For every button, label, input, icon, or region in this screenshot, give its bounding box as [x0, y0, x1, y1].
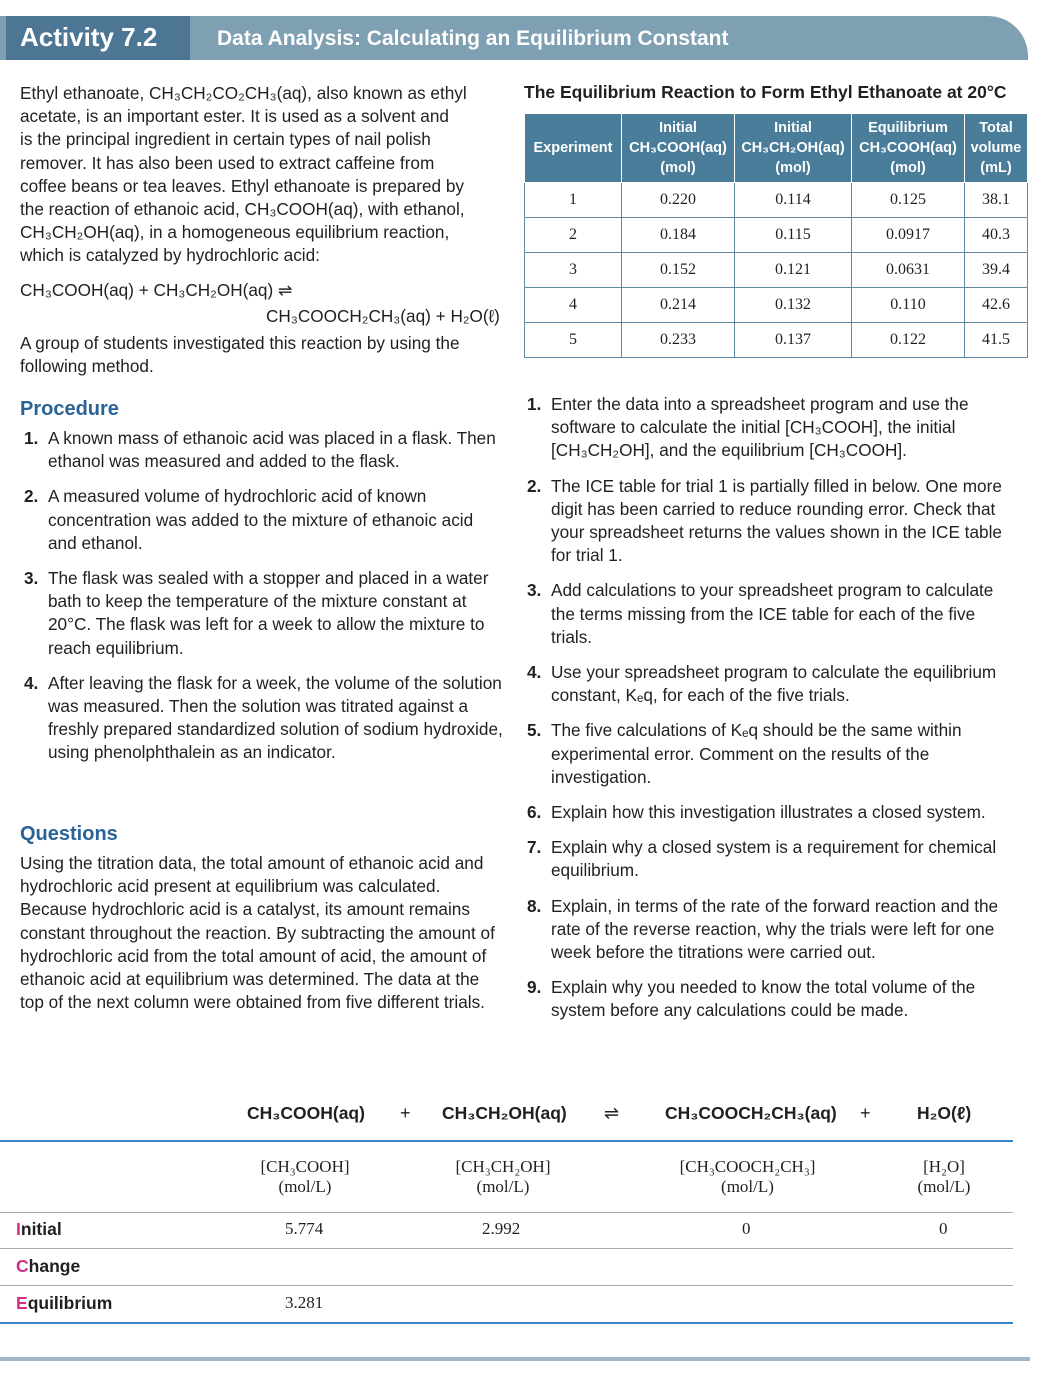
- ice-initial-acid: 5.774: [285, 1219, 324, 1238]
- task-item: 2. The ICE table for trial 1 is partially filled in below. One more digit has been carried to reduce rounding error. Check that your spreadsheet returns the values shown in the ICE table for trial 1.: [527, 475, 1002, 566]
- ice-initial-ethanol: 2.992: [482, 1219, 521, 1238]
- page-bottom-bar: [0, 1357, 1030, 1361]
- table-header-row: [525, 114, 1028, 183]
- questions-paragraph: Using the titration data, the total amount of ethanoic acid and hydrochloric acid present at equilibrium was calculated. Because hydrochloric acid is a catalyst, its amount remains constant throughout the reaction. By subtracting the amount of hydrochloric acid from the total amount of acid, the amount of ethanoic acid at equilibrium was determined. The data at the top of the next column were obtained from five different trials.: [20, 853, 495, 1013]
- procedure-step: [20, 485, 505, 555]
- step-text: A measured volume of hydrochloric acid of known concentration was added to the mixture of ethanoic acid and ethanol.: [48, 486, 474, 553]
- ice-species-ethanol: CH₃CH₂OH(aq): [442, 1103, 567, 1123]
- ice-species-water: H₂O(ℓ): [917, 1103, 972, 1123]
- ice-species-ester: CH₃COOCH₂CH₃(aq): [665, 1103, 837, 1123]
- table-title: The Equilibrium Reaction to Form Ethyl Ethanoate at 20°C: [524, 82, 1007, 102]
- header-initial-acid: Initial CH₃COOH(aq) (mol): [622, 114, 735, 183]
- activity-label: Activity 7.2: [20, 22, 158, 52]
- equilibrium-data-table: [524, 113, 1028, 358]
- table-row: 5 0.233 0.137 0.122 41.5: [525, 323, 1028, 358]
- header-initial-ethanol: Initial CH₃CH₂OH(aq) (mol): [735, 114, 852, 183]
- ice-equilibrium-acid: 3.281: [285, 1293, 324, 1312]
- procedure-step: [20, 567, 505, 660]
- ice-bottom-rule: [0, 1322, 1013, 1324]
- intro-line: coffee beans or tea leaves. Ethyl ethanoate is prepared by: [20, 175, 464, 196]
- questions-heading: Questions: [20, 823, 118, 845]
- header-experiment: Experiment: [525, 114, 622, 183]
- reaction-equation-right: CH₃COOCH₂CH₃(aq) + H₂O(ℓ): [266, 306, 500, 326]
- task-item: 6. Explain how this investigation illustrates a closed system.: [527, 802, 986, 823]
- ice-equilibrium-arrow: ⇌: [604, 1103, 620, 1123]
- task-item: 5. The five calculations of Kₑq should be the same within experimental error. Comment on the results of the investigation.: [527, 720, 962, 787]
- step-number: 4.: [24, 672, 39, 693]
- task-item: 3. Add calculations to your spreadsheet program to calculate the terms missing from the ICE table for each of the five trials.: [527, 580, 994, 647]
- ice-top-rule: [0, 1140, 1013, 1142]
- ice-row-divider: [0, 1212, 1013, 1213]
- intro-line: which is catalyzed by hydrochloric acid:: [20, 245, 320, 266]
- intro-line: Ethyl ethanoate, CH₃CH₂CO₂CH₃(aq), also known as ethyl: [20, 83, 467, 103]
- table-row: 1 0.220 0.114 0.125 38.1: [525, 183, 1028, 218]
- table-row: 4 0.214 0.132 0.110 42.6: [525, 288, 1028, 323]
- ice-row-label-equilibrium: Equilibrium: [16, 1293, 113, 1313]
- intro-line: the reaction of ethanoic acid, CH₃COOH(aq), with ethanol,: [20, 199, 465, 220]
- procedure-list: [20, 427, 505, 765]
- intro-line: CH₃CH₂OH(aq), in a homogeneous equilibrium reaction,: [20, 222, 450, 243]
- step-number: 3.: [24, 568, 39, 589]
- step-text: A known mass of ethanoic acid was placed in a flask. Then ethanol was measured and added to the flask.: [48, 428, 496, 472]
- intro-line: is the principal ingredient in certain types of nail polish: [20, 129, 431, 150]
- ice-initial-water: 0: [939, 1219, 948, 1238]
- ice-plus-sign: +: [860, 1103, 871, 1123]
- procedure-heading: Procedure: [20, 398, 119, 420]
- ice-row-divider: [0, 1285, 1013, 1286]
- task-item: 9. Explain why you needed to know the total volume of the system before any calculations could be made.: [527, 977, 976, 1021]
- intro-line: acetate, is an important ester. It is used as a solvent and: [20, 106, 449, 127]
- intro-line: remover. It has also been used to extract caffeine from: [20, 152, 435, 173]
- ice-plus-sign: +: [400, 1103, 411, 1123]
- ice-row-label-change: Change: [16, 1256, 81, 1276]
- step-number: 2.: [24, 486, 39, 507]
- procedure-step: [20, 672, 505, 765]
- ice-row-label-initial: Initial: [16, 1219, 62, 1239]
- task-list: [527, 393, 1017, 1023]
- procedure-step: [20, 427, 505, 473]
- table-row: 2 0.184 0.115 0.0917 40.3: [525, 218, 1028, 253]
- method-intro: A group of students investigated this reaction by using the following method.: [20, 333, 460, 377]
- header-equilibrium-acid: Equilibrium CH₃COOH(aq) (mol): [852, 114, 965, 183]
- ice-conc-header-ester: [CH₃COOCH₂CH₃] (mol/L): [679, 1157, 816, 1196]
- header-total-volume: Total volume (mL): [965, 114, 1028, 183]
- intro-paragraph: [20, 82, 505, 268]
- step-text: After leaving the flask for a week, the volume of the solution was measured. Then the solution was titrated against a freshly prepared standardized solution of sodium hydroxide, using phenolphthalein as an indicator.: [48, 672, 503, 763]
- ice-conc-header-ethanol: [CH₃CH₂OH] (mol/L): [455, 1157, 551, 1196]
- ice-species-acid: CH₃COOH(aq): [247, 1103, 365, 1123]
- ice-row-divider: [0, 1248, 1013, 1249]
- step-text: The flask was sealed with a stopper and placed in a water bath to keep the temperature of the mixture constant at 20°C. The flask was left for a week to allow the mixture to reach equilibrium.: [48, 568, 489, 658]
- reaction-equation-left: CH₃COOH(aq) + CH₃CH₂OH(aq) ⇌: [20, 280, 293, 300]
- ice-initial-ester: 0: [742, 1219, 751, 1238]
- ice-conc-header-acid: [CH₃COOH] (mol/L): [260, 1157, 350, 1196]
- task-item: 1. Enter the data into a spreadsheet program and use the software to calculate the initial [CH₃COOH], the initial [CH₃CH₂OH], and the equilibrium [CH₃COOH].: [527, 394, 969, 461]
- ice-conc-header-water: [H₂O] (mol/L): [917, 1157, 971, 1196]
- table-row: 3 0.152 0.121 0.0631 39.4: [525, 253, 1028, 288]
- step-number: 1.: [24, 428, 39, 448]
- task-item: 4. Use your spreadsheet program to calculate the equilibrium constant, Kₑq, for each of the five trials.: [527, 662, 997, 706]
- activity-title: Data Analysis: Calculating an Equilibrium Constant: [217, 27, 729, 50]
- task-item: 7. Explain why a closed system is a requirement for chemical equilibrium.: [527, 837, 997, 881]
- task-item: 8. Explain, in terms of the rate of the forward reaction and the rate of the reverse reaction, why the trials were left for one week before the titrations were carried out.: [527, 895, 999, 963]
